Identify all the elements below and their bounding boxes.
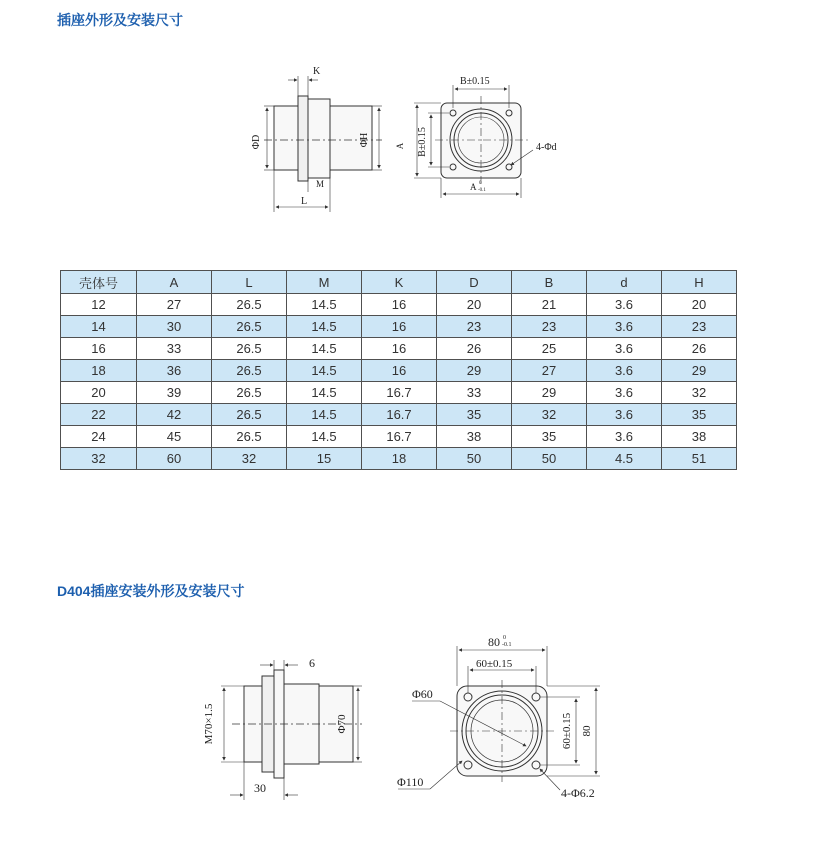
table-cell: 14.5 (287, 316, 362, 338)
table-cell: 16.7 (362, 382, 437, 404)
label-a-tol: -0.1 (478, 188, 486, 193)
table-cell: 32 (61, 448, 137, 470)
table-cell: 12 (61, 294, 137, 316)
header-d: D (437, 271, 512, 294)
d404-label-thirty: 30 (254, 781, 266, 795)
table-cell: 14.5 (287, 360, 362, 382)
table-cell: 14.5 (287, 338, 362, 360)
table-cell: 24 (61, 426, 137, 448)
section-title-d404-dimensions: D404插座安装外形及安装尺寸 (57, 583, 245, 599)
socket-outline-drawing (0, 0, 815, 230)
table-row (61, 338, 737, 360)
table-cell: 35 (662, 404, 737, 426)
table-cell: 26 (437, 338, 512, 360)
label-b-left: B±0.15 (417, 127, 428, 157)
table-cell: 26.5 (212, 338, 287, 360)
header-a: A (137, 271, 212, 294)
table-cell: 35 (437, 404, 512, 426)
table-cell: 16 (362, 316, 437, 338)
shell-size-table (60, 270, 737, 470)
table-cell: 18 (362, 448, 437, 470)
d404-label-80-top: 80 (488, 635, 500, 649)
table-cell: 29 (437, 360, 512, 382)
header-l: L (212, 271, 287, 294)
table-cell: 25 (512, 338, 587, 360)
table-cell: 23 (662, 316, 737, 338)
table-row (61, 382, 737, 404)
table-cell: 35 (512, 426, 587, 448)
table-row (61, 294, 737, 316)
table-cell: 27 (512, 360, 587, 382)
table-cell: 26.5 (212, 404, 287, 426)
d404-label-thread: M70×1.5 (203, 703, 215, 745)
table-cell: 3.6 (587, 294, 662, 316)
label-h: ΦH (359, 132, 370, 148)
table-cell: 27 (137, 294, 212, 316)
table-cell: 16.7 (362, 404, 437, 426)
table-cell: 18 (61, 360, 137, 382)
table-cell: 14.5 (287, 294, 362, 316)
table-cell: 30 (137, 316, 212, 338)
table-cell: 16.7 (362, 426, 437, 448)
table-cell: 20 (662, 294, 737, 316)
table-cell: 3.6 (587, 338, 662, 360)
label-hole: 4-Φd (536, 142, 557, 153)
table-cell: 21 (512, 294, 587, 316)
table-cell: 20 (437, 294, 512, 316)
table-cell: 14.5 (287, 404, 362, 426)
d404-label-60-right: 60±0.15 (561, 712, 573, 750)
table-cell: 3.6 (587, 316, 662, 338)
table-cell: 39 (137, 382, 212, 404)
table-cell: 45 (137, 426, 212, 448)
table-cell: 23 (437, 316, 512, 338)
table-row (61, 316, 737, 338)
table-cell: 26.5 (212, 382, 287, 404)
table-cell: 20 (61, 382, 137, 404)
table-cell: 14.5 (287, 382, 362, 404)
table-cell: 38 (437, 426, 512, 448)
header-shell-size: 壳体号 (61, 271, 137, 294)
table-cell: 33 (437, 382, 512, 404)
table-cell: 26.5 (212, 360, 287, 382)
table-cell: 29 (662, 360, 737, 382)
label-a-bottom: A (470, 182, 477, 192)
table-row (61, 426, 737, 448)
table-cell: 14.5 (287, 426, 362, 448)
header-h: H (662, 271, 737, 294)
label-m: M (316, 179, 325, 189)
d404-socket-drawing (0, 620, 815, 840)
header-k: K (362, 271, 437, 294)
table-cell: 38 (662, 426, 737, 448)
table-cell: 50 (512, 448, 587, 470)
table-cell: 42 (137, 404, 212, 426)
d404-label-phi60: Φ60 (412, 687, 433, 701)
table-cell: 51 (662, 448, 737, 470)
header-b: B (512, 271, 587, 294)
table-cell: 32 (662, 382, 737, 404)
table-cell: 15 (287, 448, 362, 470)
table-row (61, 360, 737, 382)
table-cell: 3.6 (587, 404, 662, 426)
table-cell: 32 (212, 448, 287, 470)
table-cell: 26.5 (212, 316, 287, 338)
d404-label-six: 6 (309, 656, 315, 670)
table-cell: 3.6 (587, 382, 662, 404)
table-row (61, 448, 737, 470)
table-cell: 4.5 (587, 448, 662, 470)
header-d-hole: d (587, 271, 662, 294)
label-d: ΦD (251, 134, 262, 150)
table-cell: 32 (512, 404, 587, 426)
d404-label-80-tol-top: 0 (503, 635, 506, 641)
table-cell: 16 (362, 360, 437, 382)
table-cell: 26.5 (212, 294, 287, 316)
label-b-top: B±0.15 (460, 76, 490, 87)
d404-label-60-top: 60±0.15 (476, 658, 513, 670)
table-cell: 22 (61, 404, 137, 426)
table-cell: 33 (137, 338, 212, 360)
table-cell: 16 (362, 338, 437, 360)
header-m: M (287, 271, 362, 294)
table-cell: 26 (662, 338, 737, 360)
d404-label-80-right: 80 (581, 725, 593, 737)
label-k: K (313, 66, 321, 77)
d404-label-80-tol: -0.1 (502, 642, 512, 648)
label-a-tol-top: 0 (479, 181, 482, 186)
table-cell: 36 (137, 360, 212, 382)
table-cell: 60 (137, 448, 212, 470)
table-cell: 29 (512, 382, 587, 404)
table-cell: 26.5 (212, 426, 287, 448)
section-title-socket-dimensions: 插座外形及安装尺寸 (57, 12, 183, 28)
table-cell: 23 (512, 316, 587, 338)
label-a-left: A (395, 142, 405, 150)
table-cell: 16 (362, 294, 437, 316)
table-header-row (61, 271, 737, 294)
table-cell: 14 (61, 316, 137, 338)
d404-label-d70: Φ70 (336, 714, 348, 734)
d404-label-holes: 4-Φ6.2 (561, 786, 595, 800)
table-row (61, 404, 737, 426)
table-cell: 16 (61, 338, 137, 360)
table-cell: 50 (437, 448, 512, 470)
table-cell: 3.6 (587, 360, 662, 382)
d404-label-phi110: Φ110 (397, 775, 424, 789)
label-l: L (301, 196, 308, 207)
table-cell: 3.6 (587, 426, 662, 448)
